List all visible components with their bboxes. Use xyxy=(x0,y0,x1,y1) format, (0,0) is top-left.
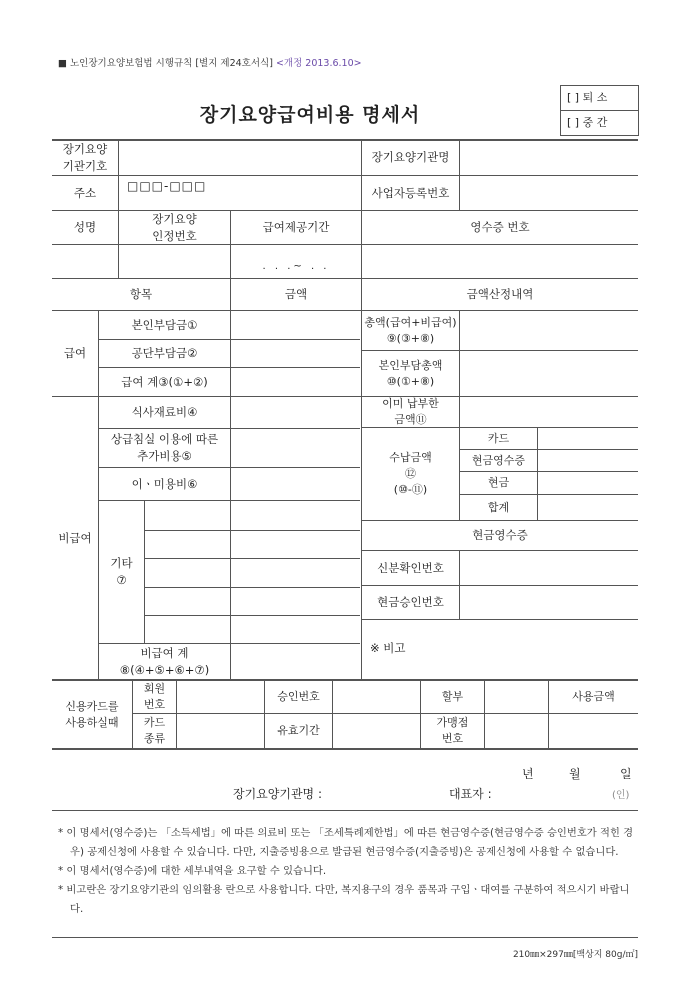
meal-cost-amount[interactable] xyxy=(231,397,361,428)
nonbenefit-total-amount[interactable] xyxy=(231,644,361,679)
member-number-label: 회원 번호 xyxy=(143,682,166,711)
due-card-field[interactable] xyxy=(538,428,638,449)
due-sum-field[interactable] xyxy=(538,495,638,520)
statement-type-box xyxy=(560,85,639,136)
receipt-number-field[interactable] xyxy=(362,245,638,278)
legal-ref-text: ■ 노인장기요양보험법 시행규칙 [별지 제24호서식] xyxy=(58,58,276,69)
cash-approval-field[interactable] xyxy=(460,586,638,619)
amount-used-field[interactable] xyxy=(549,714,638,748)
paper-spec: 210㎜×297㎜[백상지 80g/㎡] xyxy=(512,950,638,960)
nonbenefit-label: 비급여 xyxy=(58,530,92,545)
amount-header: 금액 xyxy=(284,287,308,302)
already-paid-label: 이미 납부한 금액⑪ xyxy=(382,397,439,426)
service-period-field[interactable]: . . .~ . . xyxy=(262,260,330,272)
credit-card-section-label: 신용카드를 사용하실때 xyxy=(65,699,119,729)
seal-mark: (인) xyxy=(612,790,630,801)
business-number-field[interactable] xyxy=(460,176,638,210)
notes-section xyxy=(58,824,638,919)
already-paid-field[interactable] xyxy=(460,397,638,427)
card-type-label: 카드 종류 xyxy=(143,716,166,745)
upper-room-cost-amount[interactable] xyxy=(231,429,361,467)
beauty-cost-label: 이ㆍ미용비⑥ xyxy=(131,476,198,491)
id-number-field[interactable] xyxy=(460,551,638,585)
approval-number-label: 승인번호 xyxy=(277,690,320,704)
page-title: 장기요양급여비용 명세서 xyxy=(199,104,421,126)
date-year: 년 xyxy=(522,767,534,781)
due-cash-label: 현금 xyxy=(487,476,510,490)
self-pay-total-label: 본인부담총액 ⑩(①+⑧) xyxy=(378,358,443,388)
id-number-label: 신분확인번호 xyxy=(377,560,444,575)
due-card-label: 카드 xyxy=(487,431,510,445)
benefit-total-label: 급여 계③(①+②) xyxy=(121,374,208,389)
self-pay-amount[interactable] xyxy=(231,311,361,339)
due-cash-receipt-label: 현금영수증 xyxy=(471,453,526,467)
date-day: 일 xyxy=(620,767,632,781)
calculation-header: 금액산정내역 xyxy=(466,287,534,302)
card-type-field[interactable] xyxy=(177,714,264,748)
note-item: * 이 명세서(영수증)에 대한 세부내역을 요구할 수 있습니다. xyxy=(58,865,327,877)
receipt-number-label: 영수증 번호 xyxy=(470,220,530,235)
member-number-field[interactable] xyxy=(177,681,264,713)
cash-receipt-header: 현금영수증 xyxy=(472,528,528,543)
installment-label: 할부 xyxy=(441,690,464,704)
amount-used-label: 사용금액 xyxy=(572,690,615,704)
note-item: * 비고란은 장기요양기관의 임의활용 란으로 사용합니다. 다만, 복지용구의 경우 품목과 구입ㆍ대여를 구분하여 적으시기 바랍니다. xyxy=(58,884,630,915)
recipient-name-label: 성명 xyxy=(73,220,97,235)
remarks-field[interactable]: ※ 비고 xyxy=(370,641,406,655)
grand-total-field[interactable] xyxy=(460,311,638,350)
service-period-label: 급여제공기간 xyxy=(262,220,330,235)
upper-room-cost-label: 상급침실 이용에 따른 추가비용⑤ xyxy=(110,432,219,463)
benefit-label: 급여 xyxy=(63,346,87,361)
expiry-field[interactable] xyxy=(333,714,420,748)
merchant-number-label: 가맹점 번호 xyxy=(436,716,469,745)
provider-code-field[interactable] xyxy=(119,140,361,175)
expiry-label: 유효기간 xyxy=(277,724,320,738)
provider-name-label: 장기요양기관명 xyxy=(371,150,450,165)
certification-number-label: 장기요양 인정번호 xyxy=(152,211,197,243)
beauty-cost-amount[interactable] xyxy=(231,468,361,500)
benefit-total-amount[interactable] xyxy=(231,368,361,396)
amount-due-label: 수납금액 ⑫ (⑩-⑪) xyxy=(389,451,432,496)
certification-number-field[interactable] xyxy=(119,245,230,278)
item-header: 항목 xyxy=(129,287,153,302)
address-field[interactable] xyxy=(119,176,361,210)
date-month: 월 xyxy=(569,767,581,781)
meal-cost-label: 식사재료비④ xyxy=(131,405,198,420)
note-item: * 이 명세서(영수증)는 「소득세법」에 따른 의료비 또는 「조세특례제한법」에 따른 현금영수증(현금영수증 승인번호가 적힌 경우) 공제신청에 사용할 수 있습니다. 다만, 지출증빙용으로 발급된 현금영수증(지출증빙)은 공제신청에 사용할 수 없습니다. xyxy=(58,827,634,858)
legal-reference xyxy=(58,55,362,69)
business-number-label: 사업자등록번호 xyxy=(371,185,450,200)
self-pay-label: 본인부담금① xyxy=(131,317,198,332)
approval-number-field[interactable] xyxy=(333,681,420,713)
installment-field[interactable] xyxy=(485,681,548,713)
self-pay-total-field[interactable] xyxy=(460,351,638,396)
provider-name-field[interactable] xyxy=(460,140,638,175)
corp-pay-label: 공단부담금② xyxy=(131,346,198,361)
representative-signature: 대표자 : xyxy=(449,787,492,801)
org-name-signature: 장기요양기관명 : xyxy=(233,787,323,801)
recipient-name-field[interactable] xyxy=(52,245,118,278)
due-sum-label: 합계 xyxy=(487,500,510,514)
merchant-number-field[interactable] xyxy=(485,714,548,748)
grand-total-label: 총액(급여+비급여) ⑨(③+⑧) xyxy=(364,315,457,345)
cash-approval-label: 현금승인번호 xyxy=(377,595,444,610)
type-discharge-checkbox[interactable]: [ ] 퇴 소 xyxy=(567,91,608,104)
type-interim-checkbox[interactable]: [ ] 중 간 xyxy=(561,110,638,135)
due-cash-field[interactable] xyxy=(538,472,638,494)
provider-code-label: 장기요양 기관기호 xyxy=(62,141,108,173)
other-cost-label: 기타 ⑦ xyxy=(110,556,133,587)
due-cash-receipt-field[interactable] xyxy=(538,450,638,471)
address-label: 주소 xyxy=(73,185,97,200)
zip-code-boxes: □□□-□□□ xyxy=(127,179,207,193)
revision-note: <개정 2013.6.10> xyxy=(275,58,362,69)
nonbenefit-total-label: 비급여 계 ⑧(④+⑤+⑥+⑦) xyxy=(119,645,210,677)
corp-pay-amount[interactable] xyxy=(231,340,361,367)
